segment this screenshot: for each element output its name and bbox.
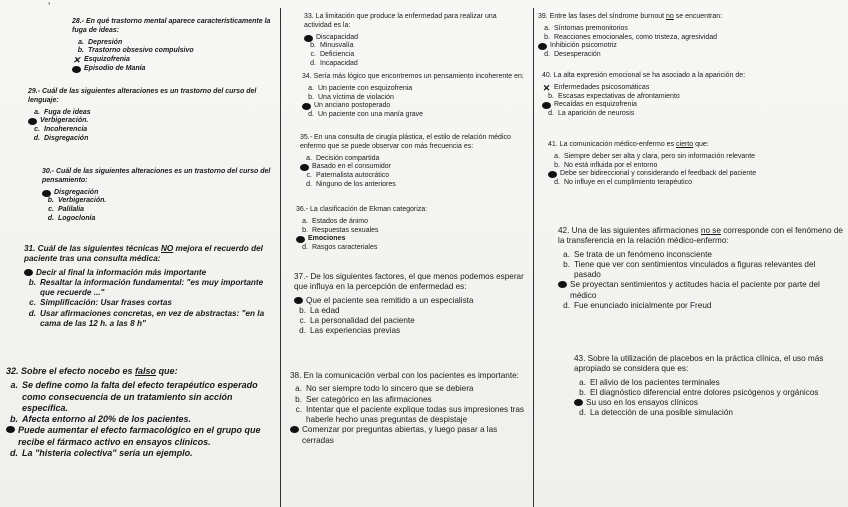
answer-option [574, 378, 844, 388]
option-letter: d. [554, 179, 560, 186]
answer-option [28, 135, 273, 144]
answer-option [304, 51, 524, 60]
option-letter: a. [295, 384, 302, 394]
stem-text: 30.- Cuál de las siguientes alteraciones es un trastorno del curso del pensamiento: [42, 168, 271, 184]
option-letter: a. [302, 217, 308, 225]
option-text: Verbigeración. [58, 197, 107, 205]
option-text: La detección de una posible simulación [590, 408, 733, 418]
answer-option [558, 280, 843, 301]
filled-circle-icon [296, 236, 305, 243]
stem-text: 31. Cuál de las siguientes técnicas [24, 244, 161, 253]
option-text: Comenzar por preguntas abiertas, y luego pasar a las cerradas [302, 425, 498, 445]
question-stem [574, 354, 844, 375]
answer-option [574, 408, 844, 418]
option-text: Una víctima de violación [318, 93, 394, 101]
option-letter: b. [302, 226, 308, 234]
option-letter: c. [306, 172, 312, 179]
filled-circle-icon [72, 66, 81, 73]
question-32 [6, 366, 276, 459]
question-stem [290, 371, 528, 381]
stem-text: 39. Entre las fases del síndrome burnout [538, 13, 667, 20]
answer-option [300, 181, 528, 190]
option-letter: b. [548, 92, 554, 100]
stem-text: que: [156, 366, 178, 376]
filled-circle-icon [304, 35, 313, 42]
option-text: No influye en el cumplimiento terapéutico [564, 179, 693, 186]
answer-option [24, 278, 279, 299]
question-43 [574, 354, 844, 419]
option-text: Su uso en los ensayos clínicos [586, 398, 698, 407]
option-text: Tiene que ver con sentimientos vinculados a figuras relevantes del pasado [574, 259, 816, 279]
option-letter: a. [10, 380, 18, 391]
answer-option [28, 109, 273, 118]
answer-option [302, 111, 527, 120]
option-text: La personalidad del paciente [310, 316, 415, 325]
stem-text: se encuentran: [673, 13, 723, 20]
option-text: Simplificación: Usar frases cortas [40, 298, 172, 308]
option-text: Un paciente con esquizofrenia [318, 84, 413, 92]
option-text: Rasgos caracteriales [312, 244, 378, 251]
question-34 [302, 73, 527, 120]
option-text: Se define como la falta del efecto terapéutico esperado como consecuencia de un tratamiento sin acción específica. [22, 380, 258, 413]
option-text: Que el paciente sea remitido a un especialista [306, 295, 474, 305]
column-divider-left [280, 8, 281, 507]
answer-option [72, 39, 272, 48]
option-text: Inhibición psicomotriz [550, 42, 617, 50]
filled-circle-icon [294, 297, 303, 304]
option-text: Las experiencias previas [310, 326, 401, 336]
option-letter: b. [10, 414, 18, 424]
option-letter: d. [579, 408, 586, 418]
answer-option [24, 298, 279, 308]
option-text: El alivio de los pacientes terminales [590, 377, 720, 387]
option-letter: b. [554, 161, 560, 169]
stem-emphasis: falso [135, 366, 157, 376]
option-text: Se proyectan sentimientos y actitudes hacia el paciente por parte del médico [570, 280, 820, 300]
option-letter: d. [563, 300, 570, 310]
answer-option [538, 42, 768, 51]
answer-option [290, 395, 528, 405]
option-text: La aparición de neurosis [558, 110, 635, 117]
option-text: Esquizofrenia [84, 56, 130, 63]
cross-mark-icon: ✕ [72, 55, 81, 65]
question-30 [42, 168, 277, 224]
stem-text: 40. La alta expresión emocional se ha asociado a la aparición de: [542, 72, 746, 79]
option-text: Escasas expectativas de afrontamiento [558, 92, 680, 100]
filled-circle-icon [542, 102, 551, 109]
option-letter: b. [563, 259, 570, 269]
filled-circle-icon [538, 43, 547, 50]
option-text: No ser siempre todo lo sincero que se debiera [306, 384, 474, 394]
option-text: Recaídas en esquizofrenia [554, 101, 637, 109]
stem-text: corresponde con el fenómeno de la transferencia en la relación médico-enfermo: [558, 226, 843, 246]
option-text: Afecta entorno al 20% de los pacientes. [22, 414, 192, 424]
option-text: Verbigeración. [40, 117, 89, 125]
answer-option [304, 34, 524, 43]
option-text: Emociones [308, 235, 346, 243]
answer-option [304, 42, 524, 51]
filled-circle-icon [28, 118, 37, 125]
option-text: Disgregación [54, 188, 99, 196]
filled-circle-icon [6, 426, 15, 433]
option-text: Estados de ánimo [312, 217, 369, 225]
option-text: Paternalista autocrático [316, 172, 390, 179]
answer-option [296, 218, 526, 227]
question-36 [296, 206, 526, 253]
stem-text: que: [693, 141, 709, 148]
answer-option [294, 316, 529, 326]
option-letter: a. [554, 152, 560, 160]
answer-option [28, 126, 273, 135]
option-letter: b. [28, 277, 36, 287]
answer-option [296, 244, 526, 253]
option-letter: d. [544, 51, 550, 58]
option-letter: b. [579, 387, 586, 397]
question-stem [302, 73, 527, 82]
answer-option [558, 260, 843, 281]
option-letter: c. [299, 316, 306, 325]
answer-option [542, 101, 802, 110]
option-letter: a. [78, 38, 84, 46]
stem-text: 28.- En qué trastorno mental aparece característicamente la fuga de ideas: [72, 18, 271, 34]
answer-option [72, 47, 272, 56]
question-35 [300, 134, 528, 190]
stem-text: 35.- En una consulta de cirugía plástica, el estilo de relación médico enfermo que se puede observar con más frecuencia es: [300, 134, 511, 150]
answer-option [548, 162, 818, 171]
option-letter: b. [299, 305, 306, 315]
answer-option [42, 206, 277, 215]
option-letter: b. [295, 394, 302, 404]
stem-text: 38. En la comunicación verbal con los pacientes es importante: [290, 371, 519, 380]
option-letter: c. [295, 404, 302, 414]
answer-option [538, 34, 768, 43]
filled-circle-icon [574, 399, 583, 406]
option-text: Ser categórico en las afirmaciones [306, 394, 432, 404]
option-letter: b. [47, 197, 54, 205]
question-stem [72, 18, 272, 36]
option-text: Un anciano postoperado [314, 102, 391, 110]
stem-text: 36.- La clasificación de Ekman categoriza: [296, 206, 428, 213]
option-letter: a. [306, 154, 312, 162]
stem-emphasis: NO [160, 244, 174, 253]
answer-option [548, 153, 818, 162]
option-text: Episodio de Manía [84, 64, 146, 72]
option-letter: b. [77, 47, 84, 55]
stem-text: 37.- De los siguientes factores, el que menos podemos esperar que influya en la percepción de enfermedad es: [294, 272, 524, 292]
option-text: Basado en el consumidor [312, 163, 391, 171]
stem-text: 29.- Cuál de las siguientes alteraciones es un trastorno del curso del lenguaje: [28, 88, 257, 104]
answer-option [24, 268, 279, 278]
option-letter: a. [563, 249, 570, 259]
option-text: Discapacidad [316, 33, 359, 41]
question-stem [24, 244, 279, 265]
option-text: Puede aumentar el efecto farmacológico en el grupo que recibe el fármaco activo en ensayos clínicos. [18, 425, 261, 447]
option-letter: d. [47, 214, 54, 222]
question-29 [28, 88, 273, 144]
answer-option [538, 51, 768, 60]
question-stem [42, 168, 277, 186]
option-text: Fuga de ideas [44, 108, 91, 116]
answer-option [72, 65, 272, 74]
option-letter: c. [34, 126, 40, 133]
option-letter: c. [48, 206, 54, 213]
filled-circle-icon [24, 269, 33, 276]
option-text: Un paciente con una manía grave [318, 111, 424, 118]
answer-option [42, 197, 277, 206]
option-letter: d. [10, 447, 18, 458]
answer-option [538, 25, 768, 34]
question-stem [300, 134, 528, 152]
question-31 [24, 244, 279, 329]
stem-text: mejora el recuerdo del paciente tras una consulta médica: [24, 244, 263, 264]
answer-option [300, 172, 528, 181]
question-stem [548, 141, 818, 150]
answer-option [302, 85, 527, 94]
option-letter: d. [33, 134, 40, 142]
option-letter: d. [310, 59, 316, 67]
option-text: Se trata de un fenómeno inconsciente [574, 249, 712, 259]
answer-option [6, 448, 276, 459]
question-28 [72, 18, 272, 74]
option-text: Depresión [88, 38, 123, 46]
answer-option [296, 227, 526, 236]
stem-emphasis: no se [700, 226, 721, 235]
question-40 [542, 72, 802, 119]
option-text: Enfermedades psicosomáticas [554, 83, 650, 91]
stem-text: 41. La comunicación médico-enfermo es [548, 141, 677, 148]
question-33 [304, 13, 524, 69]
option-letter: c. [310, 51, 316, 58]
answer-option [294, 326, 529, 336]
option-letter: d. [308, 111, 314, 118]
answer-option [24, 309, 279, 330]
option-text: Decir al final la información más importante [36, 267, 207, 277]
answer-option [304, 60, 524, 69]
option-text: Intentar que el paciente explique todas sus impresiones tras haberle hecho unas preguntas de despistaje [306, 404, 525, 424]
answer-option [42, 215, 277, 224]
option-letter: b. [308, 93, 314, 101]
answer-option [6, 380, 276, 414]
option-letter: d. [306, 180, 312, 188]
answer-option [28, 117, 273, 126]
answer-option [72, 56, 272, 65]
answer-option [542, 110, 802, 119]
question-39 [538, 13, 768, 60]
question-stem [28, 88, 273, 106]
answer-option [542, 93, 802, 102]
answer-option [302, 94, 527, 103]
option-text: No está influida por el entorno [564, 161, 658, 169]
option-text: Respuestas sexuales [312, 226, 379, 234]
question-stem [542, 72, 802, 81]
question-stem [296, 206, 526, 215]
question-stem [6, 366, 276, 377]
filled-circle-icon [300, 164, 309, 171]
answer-option [296, 235, 526, 244]
answer-option [548, 170, 818, 179]
option-letter: a. [544, 24, 550, 32]
option-letter: a. [34, 108, 40, 116]
filled-circle-icon [42, 190, 51, 197]
option-text: La edad [310, 305, 340, 315]
option-text: Disgregación [44, 134, 89, 142]
question-stem [294, 272, 529, 293]
cross-mark-icon: ✕ [542, 82, 551, 93]
answer-option [302, 102, 527, 111]
question-37 [294, 272, 529, 337]
question-38 [290, 371, 528, 446]
stem-text: 32. Sobre el efecto nocebo es [6, 366, 136, 376]
option-text: Siempre deber ser alta y clara, pero sin información relevante [564, 152, 756, 160]
option-letter: d. [28, 308, 36, 318]
option-text: Reacciones emocionales, como tristeza, agresividad [554, 33, 718, 41]
answer-option [558, 250, 843, 260]
option-letter: b. [544, 33, 550, 41]
option-text: Deficiencia [320, 51, 355, 58]
option-letter: d. [302, 244, 308, 251]
answer-option [548, 179, 818, 188]
answer-option [300, 163, 528, 172]
answer-option [290, 405, 528, 426]
stem-text: 42. Una de las siguientes afirmaciones [558, 226, 701, 235]
option-letter: a. [308, 84, 314, 92]
option-text: Palilalia [58, 206, 85, 213]
filled-circle-icon [302, 103, 311, 110]
option-letter: d. [548, 110, 554, 117]
option-text: Resaltar la información fundamental: "es muy importante que recuerde ..." [40, 277, 264, 297]
question-stem [538, 13, 768, 22]
option-text: Incapacidad [320, 59, 358, 67]
answer-option [290, 425, 528, 446]
answer-option [294, 296, 529, 306]
stem-text: 43. Sobre la utilización de placebos en la práctica clínica, el uso más apropiado se considera que es: [574, 354, 824, 374]
option-text: Decisión compartida [316, 154, 380, 162]
option-text: El diagnóstico diferencial entre dolores psicógenos y orgánicos [590, 387, 819, 397]
answer-option [6, 425, 276, 448]
option-text: Desesperación [554, 51, 601, 58]
answer-option [6, 414, 276, 425]
question-42 [558, 226, 843, 311]
filled-circle-icon [558, 281, 567, 288]
option-text: Usar afirmaciones concretas, en vez de abstractas: "en la cama de las 12 h. a las 8 h" [40, 308, 265, 328]
option-text: Logoclonía [58, 214, 96, 222]
question-stem [558, 226, 843, 247]
option-text: Incoherencia [44, 126, 88, 133]
option-text: Minusvalía [320, 42, 354, 50]
answer-option [574, 398, 844, 408]
answer-option [300, 155, 528, 164]
stem-emphasis: no [666, 13, 674, 20]
question-stem [304, 13, 524, 31]
filled-circle-icon [290, 426, 299, 433]
answer-option [574, 388, 844, 398]
option-letter: a. [579, 377, 586, 387]
stem-text: 34. Sería más lógico que encontremos un pensamiento incoherente en: [302, 73, 524, 80]
option-text: La "histeria colectiva" sería un ejemplo. [22, 447, 193, 458]
option-text: Síntomas premonitorios [554, 24, 628, 32]
answer-option [42, 189, 277, 198]
answer-option [294, 306, 529, 316]
option-text: Ninguno de los anteriores [316, 180, 396, 188]
option-letter: c. [29, 298, 36, 308]
answer-option [290, 384, 528, 394]
question-41 [548, 141, 818, 188]
answer-option [542, 84, 802, 93]
column-divider-right [533, 8, 534, 507]
pen-mark: ʼ [48, 2, 51, 13]
filled-circle-icon [548, 171, 557, 178]
option-text: Debe ser bidireccional y considerando el feedback del paciente [560, 170, 757, 178]
option-letter: d. [299, 326, 306, 336]
option-text: Trastorno obsesivo compulsivo [88, 47, 194, 55]
stem-emphasis: cierto [676, 141, 694, 148]
stem-text: 33. La limitación que produce la enfermedad para realizar una actividad es la: [304, 13, 497, 29]
answer-option [558, 301, 843, 311]
option-letter: b. [310, 42, 316, 50]
option-text: Fue enunciado inicialmente por Freud [574, 300, 712, 310]
